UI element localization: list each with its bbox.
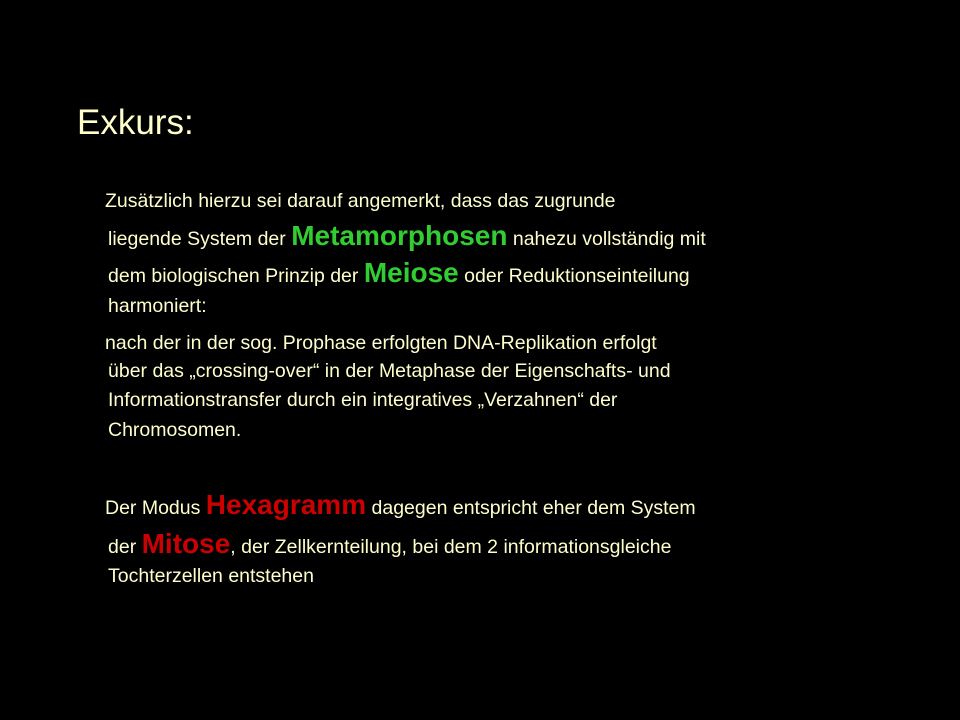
para3-line2 xyxy=(108,528,672,559)
para1-line2-post: nahezu vollständig mit xyxy=(507,228,706,250)
para1-line1: Zusätzlich hierzu sei darauf angemerkt, dass das zugrunde xyxy=(105,190,616,212)
para2-line2: über das „crossing-over“ in der Metaphase der Eigenschafts- und xyxy=(108,360,671,382)
para3-line1 xyxy=(105,489,696,520)
para3-line3: Tochterzellen entstehen xyxy=(108,565,314,587)
para2-line3: Informationstransfer durch ein integratives „Verzahnen“ der xyxy=(108,389,618,411)
para1-line2-pre: liegende System der xyxy=(108,228,292,250)
slide-title: Exkurs: xyxy=(77,103,194,142)
term-meiose: Meiose xyxy=(363,257,459,288)
para3-line2-post: , der Zellkernteilung, bei dem 2 informationsgleiche xyxy=(230,536,672,558)
para1-line3-pre: dem biologischen Prinzip der xyxy=(108,265,364,287)
para3-line1-pre: Der Modus xyxy=(105,497,206,519)
para2-line4: Chromosomen. xyxy=(108,419,242,441)
para3-line1-post: dagegen entspricht eher dem System xyxy=(366,497,696,519)
term-hexagramm: Hexagramm xyxy=(205,489,367,520)
para1-line2 xyxy=(108,220,706,251)
term-metamorphosen: Metamorphosen xyxy=(291,220,508,251)
para3-line2-pre: der xyxy=(108,536,142,558)
para1-line3 xyxy=(108,257,690,288)
para1-line3-post: oder Reduktionseinteilung xyxy=(458,265,690,287)
para2-line1: nach der in der sog. Prophase erfolgten DNA-Replikation erfolgt xyxy=(105,332,657,354)
term-mitose: Mitose xyxy=(141,528,231,559)
para1-line4: harmoniert: xyxy=(108,295,207,317)
